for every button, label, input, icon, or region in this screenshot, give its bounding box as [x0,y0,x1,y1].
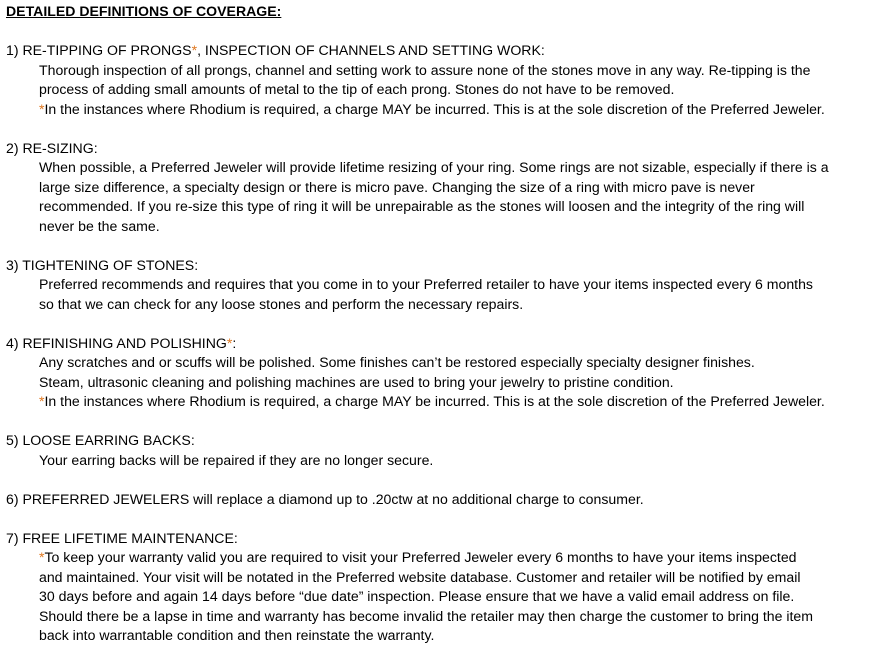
body-line: Should there be a lapse in time and warranty has become invalid the retailer may then charge the customer to bring the item [39,607,814,624]
rhodium-note [39,392,875,412]
heading-text: , INSPECTION OF CHANNELS AND SETTING WORK: [197,42,545,58]
body-line: recommended. If you re-size this type of ring it will be unrepairable as the stones will loosen and the integrity of the ring will [39,198,805,214]
body-line [39,548,875,568]
body-line: so that we can check for any loose stones and perform the necessary repairs. [39,295,524,312]
body-line: When possible, a Preferred Jeweler will provide lifetime resizing of your ring. Some rings are not sizable, especially if there is a [39,159,829,175]
body-line: Thorough inspection of all prongs, channel and setting work to assure none of the stones move in any way. Re-tipping is the [39,61,811,78]
section-lifetime-maintenance [6,529,879,646]
asterisk-mark: * [39,549,45,565]
body-line: never be the same. [39,217,160,234]
section-retipping [6,41,879,119]
section-tightening [6,256,879,315]
asterisk-mark: * [39,100,45,117]
section-body [39,451,879,471]
body-line: Any scratches and or scuffs will be polished. Some finishes can’t be restored especially specialty designer finishes. [39,354,755,370]
heading-text: 4) REFINISHING AND POLISHING [6,334,227,351]
section-body [39,353,879,412]
line-text: To keep your warranty valid you are required to visit your Preferred Jeweler every 6 months to have your items inspected [44,549,797,565]
asterisk-mark: * [191,42,198,58]
section-resizing [6,139,879,237]
heading-text: : [232,334,237,351]
heading-text: 1) RE-TIPPING OF PRONGS [6,42,192,58]
section-heading: 5) LOOSE EARRING BACKS: [6,432,195,448]
section-earring-backs [6,431,879,470]
section-heading: 7) FREE LIFETIME MAINTENANCE: [6,529,238,546]
section-heading [6,41,879,61]
body-line: back into warrantable condition and then reinstate the warranty. [39,627,435,643]
section-diamond-replacement [6,490,879,510]
asterisk-mark: * [39,393,45,409]
section-body [39,275,879,314]
section-body [39,158,879,236]
body-line: 30 days before and again 14 days before “due date” inspection. Please ensure that we have a valid email address on file. [39,588,795,604]
body-line: and maintained. Your visit will be notated in the Preferred website database. Customer and retailer will be notified by email [39,568,801,585]
body-line: large size difference, a specialty design or there is micro pave. Changing the size of a ring with micro pave is never [39,178,755,195]
section-heading: 2) RE-SIZING: [6,139,98,156]
section-refinishing [6,334,879,412]
body-line: process of adding small amounts of metal to the tip of each prong. Stones do not have to be removed. [39,81,675,97]
document-title: DETAILED DEFINITIONS OF COVERAGE: [6,3,282,19]
note-text: In the instances where Rhodium is required, a charge MAY be incurred. This is at the sole discretion of the Preferred Jeweler. [44,393,825,409]
body-line: Your earring backs will be repaired if they are no longer secure. [39,451,434,468]
body-line: Steam, ultrasonic cleaning and polishing machines are used to bring your jewelry to pristine condition. [39,373,674,390]
asterisk-mark: * [226,334,233,351]
section-heading: 3) TIGHTENING OF STONES: [6,256,199,273]
section-body [39,61,879,120]
body-line: Preferred recommends and requires that you come in to your Preferred retailer to have your items inspected every 6 months [39,276,813,292]
note-text: In the instances where Rhodium is required, a charge MAY be incurred. This is at the sole discretion of the Preferred Jeweler. [44,100,825,117]
section-body [39,548,879,646]
section-heading: 6) PREFERRED JEWELERS will replace a diamond up to .20ctw at no additional charge to consumer. [6,490,644,507]
section-heading [6,334,879,354]
rhodium-note [39,100,875,120]
